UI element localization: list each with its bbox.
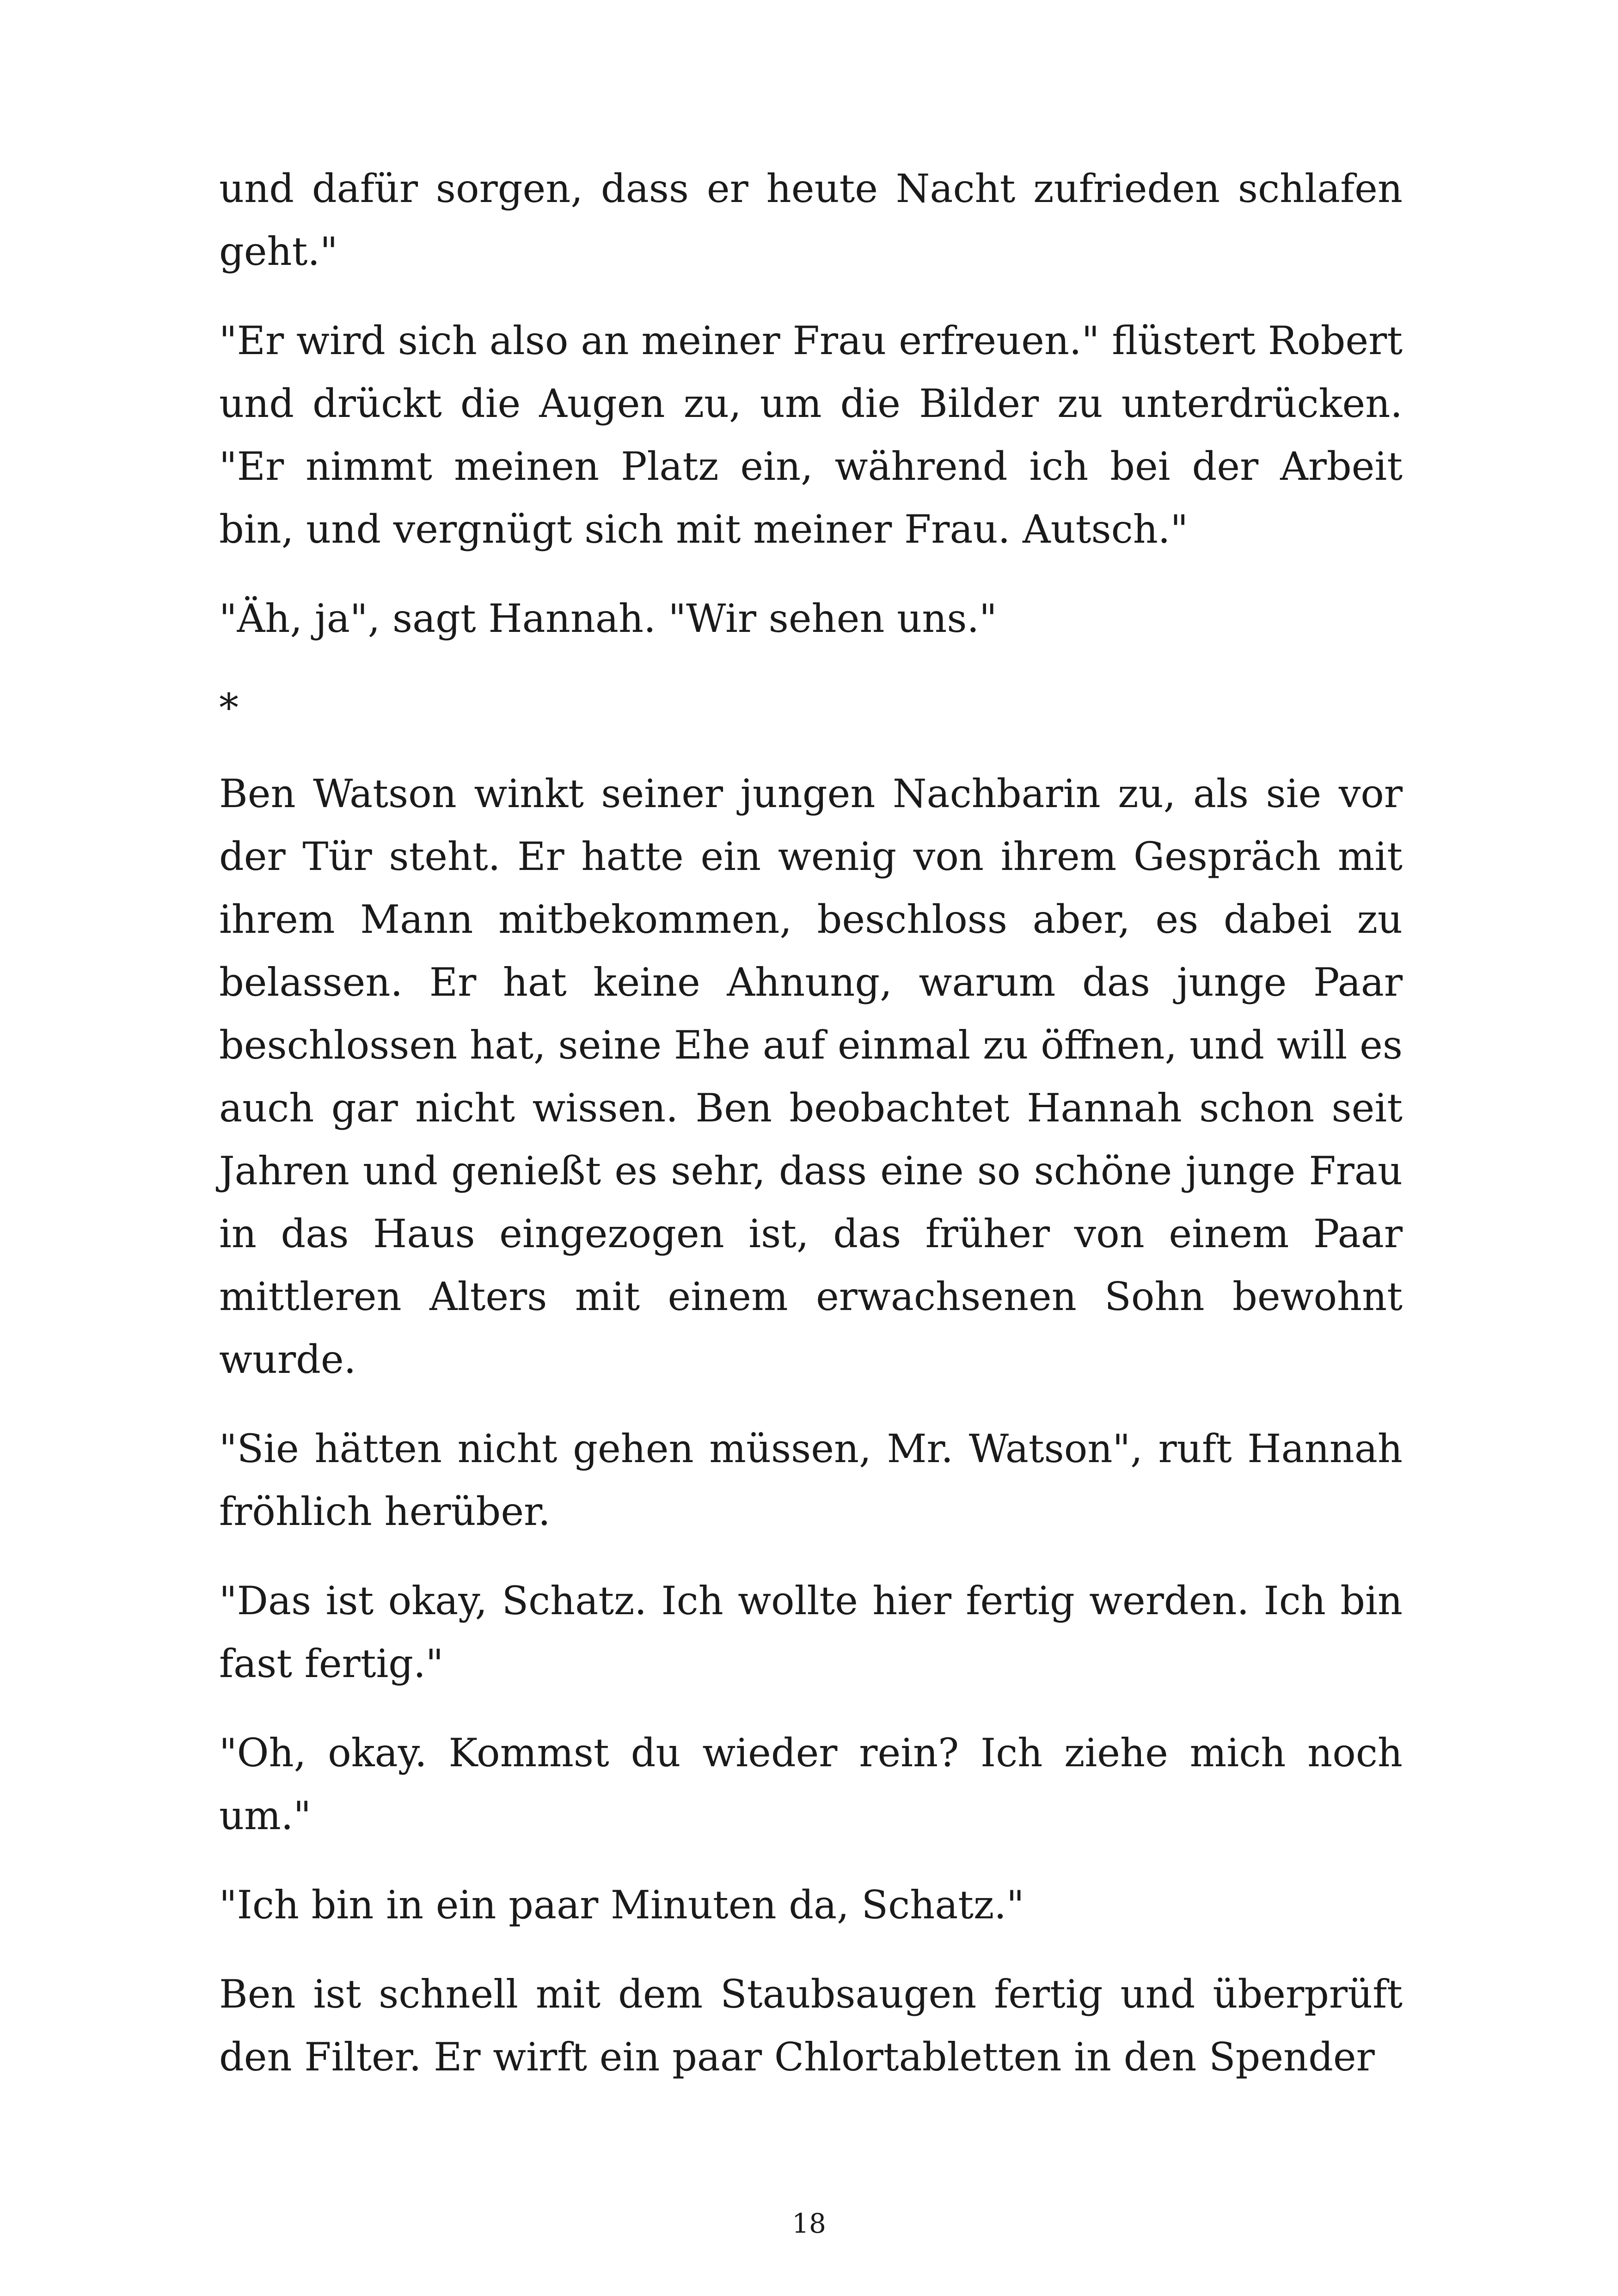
paragraph: und dafür sorgen, dass er heute Nacht zufrieden schlafen geht." [219, 166, 1403, 274]
paragraph: "Oh, okay. Kommst du wieder rein? Ich ziehe mich noch um." [219, 1730, 1403, 1838]
body-text [219, 157, 1403, 2115]
paragraph: Ben ist schnell mit dem Staubsaugen fertig und überprüft den Filter. Er wirft ein paar Chlortabletten in den Spender [219, 1971, 1403, 2080]
paragraph: "Äh, ja", sagt Hannah. "Wir sehen uns." [219, 596, 997, 641]
paragraph: "Er wird sich also an meiner Frau erfreuen." flüstert Robert und drückt die Augen zu, um die Bilder zu unterdrücken. "Er nimmt meinen Platz ein, während ich bei der Arbeit bin, und vergnügt sich mit meiner Frau. Autsch." [219, 318, 1403, 552]
paragraph: "Sie hätten nicht gehen müssen, Mr. Watson", ruft Hannah fröhlich herüber. [219, 1426, 1403, 1534]
page-number: 18 [792, 2208, 826, 2239]
paragraph: Ben Watson winkt seiner jungen Nachbarin zu, als sie vor der Tür steht. Er hatte ein wenig von ihrem Gespräch mit ihrem Mann mitbekommen, beschloss aber, es dabei zu belassen. Er hat keine Ahnung, warum das junge Paar beschlossen hat, seine Ehe auf einmal zu öffnen, und will es auch gar nicht wissen. Ben beobachtet Hannah schon seit Jahren und genießt es sehr, dass eine so schöne junge Frau in das Haus eingezogen ist, das früher von einem Paar mittleren Alters mit einem erwachsenen Sohn bewohnt wurde. [219, 771, 1403, 1382]
paragraph: "Ich bin in ein paar Minuten da, Schatz." [219, 1882, 1024, 1928]
paragraph: "Das ist okay, Schatz. Ich wollte hier fertig werden. Ich bin fast fertig." [219, 1578, 1403, 1686]
scene-break-asterisk: * [219, 685, 239, 730]
